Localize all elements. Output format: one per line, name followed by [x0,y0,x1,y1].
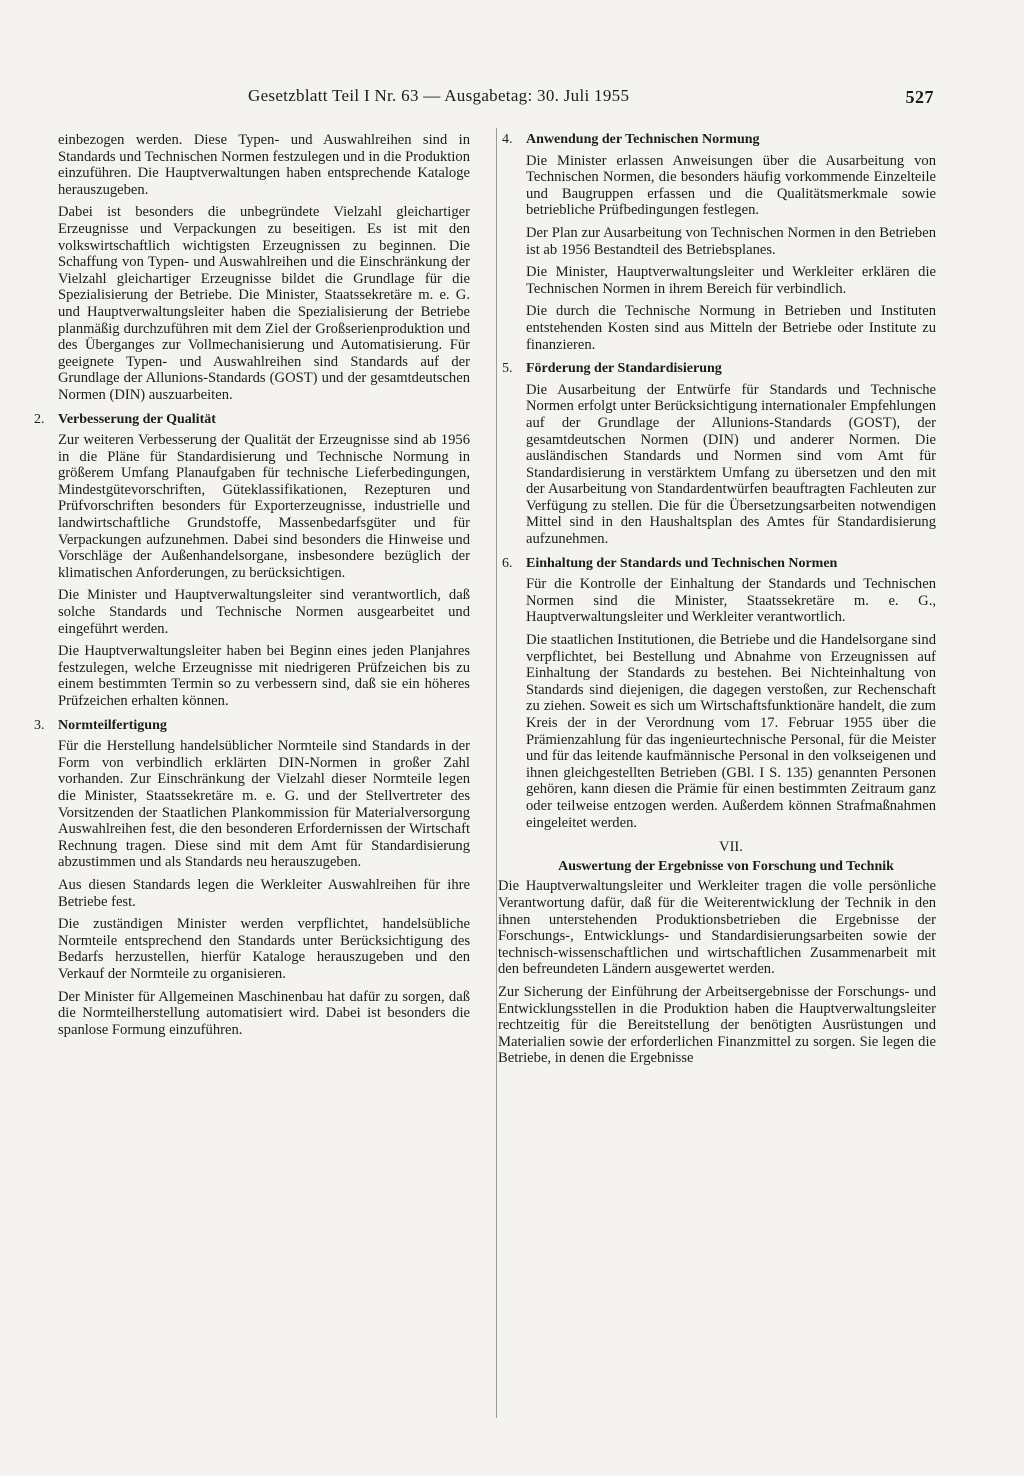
paragraph: Die Hauptverwaltungsleiter und Werkleiter tragen die volle persönliche Verantwortung dafür, daß für die Weiterentwicklung der Technik in den ihnen unterstehenden Produktionsbetrieben die Ergebnisse der Forschungs-, Entwicklungs- und Standardisierungsarbeiten sowie der technisch-wissenschaftlichen und wirtschaftlichen Zusammenarbeit mit den befreundeten Ländern ausgewertet werden. [498,878,936,978]
section-number: 6. [502,555,513,571]
section-number: 3. [34,717,45,733]
section-title: Einhaltung der Standards und Technischen Normen [526,555,838,571]
section-number: 5. [502,361,513,377]
page-number: 527 [905,87,934,107]
section-heading-5 [502,361,936,378]
paragraph: Die staatlichen Institutionen, die Betriebe und die Handelsorgane sind verpflichtet, bei Bestellung und Abnahme von Erzeugnissen auf Einhaltung der Standards zu bestehen. Bei Nichteinhaltung von Standards sind diejenigen, die dagegen verstoßen, zur Rechenschaft zu ziehen. Soweit es sich um Wirtschaftsfunktionäre handelt, die zum Kreis der in der Verordnung vom 17. Februar 1955 über die Prämienzahlung für das ingenieurtechnische Personal, für die Meister und für das leitende kaufmännische Personal in den volkseigenen und ihnen gleichgestellten Betrieben (GBl. I S. 135) genannten Personen gehören, kann diesen die Prämie für einen bestimmten Zeitraum ganz oder teilweise entzogen werden. Außerdem können Strafmaßnahmen eingeleitet werden. [526,632,936,831]
paragraph: Die durch die Technische Normung in Betrieben und Instituten entstehenden Kosten sind aus Mitteln der Betriebe oder Institute zu finanzieren. [526,303,936,353]
paragraph: Der Minister für Allgemeinen Maschinenbau hat dafür zu sorgen, daß die Normteilherstellung automatisiert wird. Dabei ist besonders die spanlose Formung einzuführen. [58,988,470,1038]
paragraph: Die Minister erlassen Anweisungen über die Ausarbeitung von Technischen Normen, die besonders häufig vorkommende Einzelteile und Baugruppen erfassen und die Qualitätsmerkmale sowie betriebliche Prüfbedingungen festlegen. [526,152,936,219]
section-title: Förderung der Standardisierung [526,361,722,377]
section-heading-2 [34,411,470,429]
column-divider [496,128,497,1418]
section-heading-6 [502,555,936,573]
section-title: Anwendung der Technischen Normung [526,132,760,147]
paragraph: Die Minister und Hauptverwaltungsleiter sind verantwortlich, daß solche Standards und Technische Normen ausgearbeitet und eingeführt werden. [58,587,470,637]
paragraph: Die zuständigen Minister werden verpflichtet, handelsübliche Normteile entsprechend den Standards unter Berücksichtigung des Bedarfs herzustellen, hierfür Kataloge herauszugeben und den Verkauf der Normteile zu organisieren. [58,916,470,982]
section-heading-3 [34,717,470,735]
chapter-number: VII. [719,839,743,856]
header-title: Gesetzblatt Teil I Nr. 63 — Ausgabetag: 30. Juli 1955 [248,86,630,105]
paragraph: Die Ausarbeitung der Entwürfe für Standards und Technische Normen erfolgt unter Berücksichtigung internationaler Empfehlungen auf der Grundlage der Allunions-Standards (GOST), der gesamtdeutschen Normen (DIN) und anderer Normen. Die ausländischen Standards und Normen sind vom Amt für Standardisierung in verstärktem Umfang zu übersetzen und den mit der Ausarbeitung von Standardentwürfen beauftragten Fachleuten zur Verfügung zu stellen. Die für die Übersetzungsarbeiten notwendigen Mittel sind in den Haushaltsplan des Amtes für Standardisierung aufzunehmen. [526,381,936,548]
paragraph: Zur Sicherung der Einführung der Arbeitsergebnisse der Forschungs- und Entwicklungsstellen in die Produktion haben die Hauptverwaltungsleiter rechtzeitig für die Bereitstellung der benötigten Ausrüstungen und Materialien sowie der erforderlichen Finanzmittel zu sorgen. Sie legen die Betriebe, in denen die Ergebnisse [498,983,936,1067]
paragraph: einbezogen werden. Diese Typen- und Auswahlreihen sind in Standards und Technischen Normen festzulegen und in die Produktion einzuführen. Die Hauptverwaltungen haben entsprechende Kataloge herauszugeben. [58,132,470,198]
paragraph: Die Hauptverwaltungsleiter haben bei Beginn eines jeden Planjahres festzulegen, welche Erzeugnisse mit niedrigeren Prüfzeichen bis zu einem bestimmten Termin so zu verbessern sind, daß sie ein höheres Prüfzeichen erhalten können. [58,643,470,709]
paragraph: Dabei ist besonders die unbegründete Vielzahl gleichartiger Erzeugnisse und Verpackungen zu beseitigen. Es ist mit den volkswirtschaftlich wichtigsten Erzeugnissen zu beginnen. Die Schaffung von Typen- und Auswahlreihen und die Einschränkung der Vielzahl gleichartiger Erzeugnisse bildet die Grundlage für die Spezialisierung der Betriebe. Die Minister, Staatssekretäre m. e. G. und Hauptverwaltungsleiter haben die Spezialisierung der Betriebe planmäßig durchzuführen mit dem Ziel der Großserienproduktion und des Überganges zur Vollmechanisierung und Automatisierung. Für geeignete Typen- und Auswahlreihen sind Standards auf der Grundlage der Allunions-Standards (GOST) und der gesamtdeutschen Normen (DIN) auszuarbeiten. [58,204,470,403]
page-header [0,86,1024,116]
right-column [498,132,936,1073]
chapter-title: Auswertung der Ergebnisse von Forschung und Technik [558,858,894,874]
left-column [34,132,470,1044]
paragraph: Für die Herstellung handelsüblicher Normteile sind Standards in der Form von verbindlich erklärten DIN-Normen in großer Zahl vorhanden. Zur Einschränkung der Vielzahl dieser Normteile legen die Minister, Staatssekretäre m. e. G. und der Stellvertreter des Vorsitzenden der Staatlichen Plankommission für Materialversorgung Auswahlreihen fest, die den besonderen Erfordernissen der Wirtschaft Rechnung tragen. Diese sind mit dem Amt für Standardisierung abzustimmen und als Standards neu herauszugeben. [58,738,470,871]
paragraph: Die Minister, Hauptverwaltungsleiter und Werkleiter erklären die Technischen Normen in ihrem Bereich für verbindlich. [526,264,936,297]
paragraph: Aus diesen Standards legen die Werkleiter Auswahlreihen für ihre Betriebe fest. [58,876,470,910]
paragraph: Zur weiteren Verbesserung der Qualität der Erzeugnisse sind ab 1956 in die Pläne für Standardisierung und Technische Normung in größerem Umfang Planaufgaben für technische Lieferbedingungen, Mindestgütevorschriften, Güteklassifikationen, Rezepturen und Prüfvorschriften besonders für Exporterzeugnisse, industrielle und landwirtschaftliche Grundstoffe, Massenbedarfsgüter und für Verpackungen aufzunehmen. Dabei sind besonders die Hinweise und Vorschläge der Außenhandelsorgane, insbesondere bezüglich der klimatischen Anforderungen, zu berücksichtigen. [58,432,470,581]
section-title: Normteilfertigung [58,717,167,733]
section-number: 4. [502,132,513,147]
paragraph: Der Plan zur Ausarbeitung von Technischen Normen in den Betrieben ist ab 1956 Bestandteil des Betriebsplanes. [526,224,936,258]
section-heading-4 [502,132,936,149]
paragraph: Für die Kontrolle der Einhaltung der Standards und Technischen Normen sind die Minister, Staatssekretäre m. e. G., Hauptverwaltungsleiter und Werkleiter verantwortlich. [526,576,936,626]
section-title: Verbesserung der Qualität [58,411,216,427]
section-number: 2. [34,411,45,427]
